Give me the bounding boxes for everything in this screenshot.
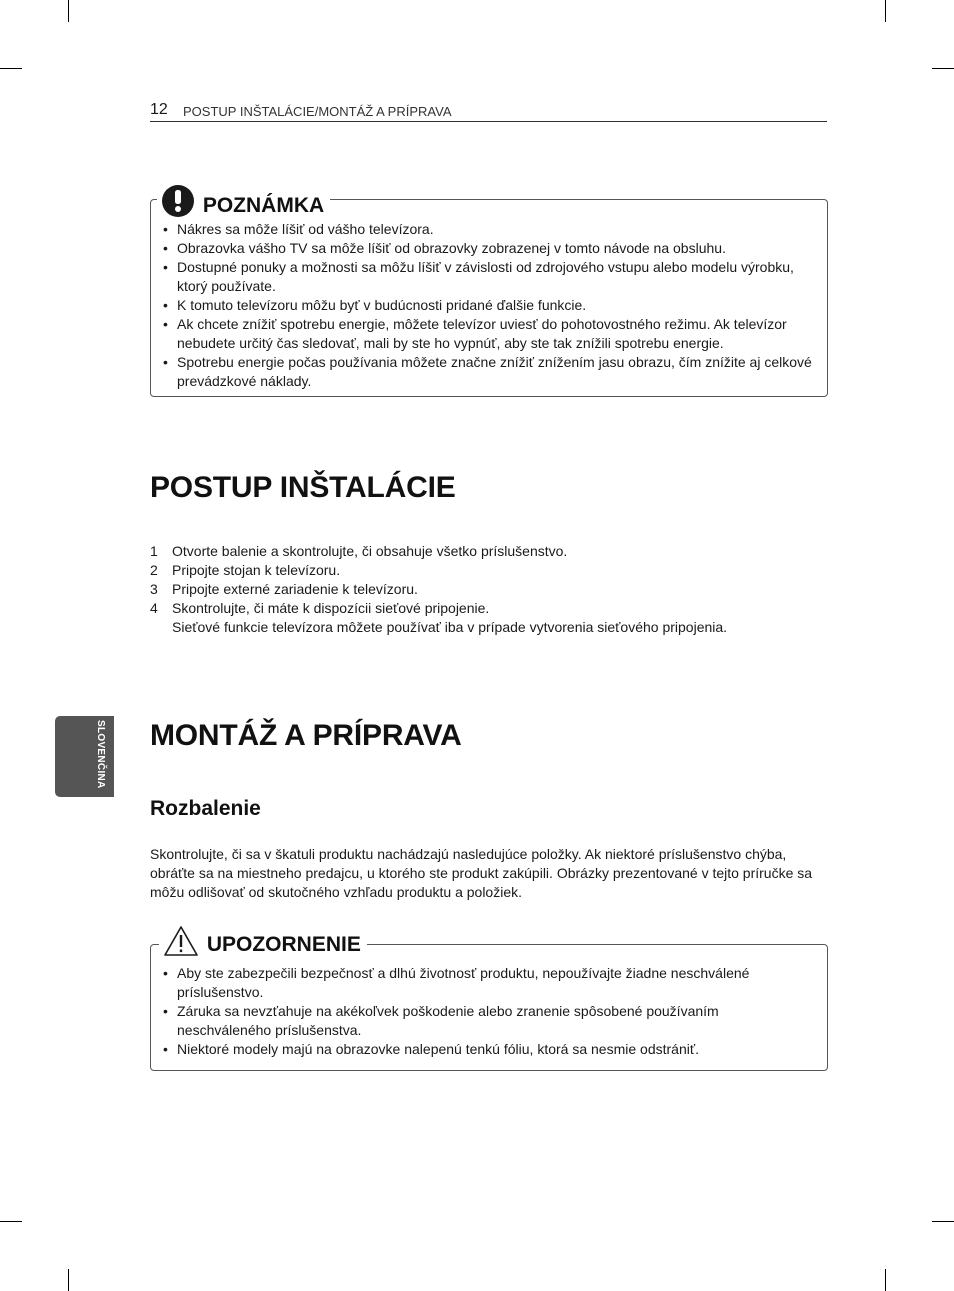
step-text: Otvorte balenie a skontrolujte, či obsahuje všetko príslušenstvo. (172, 543, 568, 559)
assembly-heading: MONTÁŽ A PRÍPRAVA (150, 719, 462, 752)
list-item (150, 542, 727, 561)
caution-box (150, 933, 828, 1071)
running-header (150, 101, 827, 122)
step-text: Skontrolujte, či máte k dispozícii sieťové pripojenie. (172, 600, 490, 616)
warning-triangle-icon (163, 925, 199, 957)
crop-mark (0, 68, 22, 69)
note-title: POZNÁMKA (202, 194, 325, 217)
caution-header (159, 925, 367, 957)
list-item (150, 580, 727, 599)
header-title: POSTUP INŠTALÁCIE/MONTÁŽ A PRÍPRAVA (183, 104, 452, 119)
list-item: • Obrazovka vášho TV sa môže líšiť od obrazovky zobrazenej v tomto návode na obsluhu. (151, 239, 813, 258)
crop-mark (932, 68, 954, 69)
list-item: • Niektoré modely majú na obrazovke nalepenú tenkú fóliu, ktorá sa nesmie odstrániť. (151, 1040, 791, 1059)
exclamation-circle-icon (161, 184, 195, 218)
language-tab (55, 716, 114, 797)
install-heading: POSTUP INŠTALÁCIE (150, 471, 456, 504)
note-box (150, 194, 828, 397)
list-item: • Spotrebu energie počas používania môžete značne znížiť znížením jasu obrazu, čím znížite aj celkové prevádzkové náklady. (151, 353, 813, 391)
step-text: Pripojte stojan k televízoru. (172, 562, 341, 578)
caution-title: UPOZORNENIE (206, 933, 361, 956)
crop-mark (932, 1221, 954, 1222)
step-number: 3 (150, 581, 158, 597)
step-subtext: Sieťové funkcie televízora môžete používať iba v prípade vytvorenia sieťového pripojenia. (172, 619, 728, 635)
unpacking-paragraph: Skontrolujte, či sa v škatuli produktu nachádzajú nasledujúce položky. Ak niektoré príslušenstvo chýba, obráťte sa na miestneho predajcu, u ktorého ste produkt zakúpili. Obrázky prezentované v tejto príručke sa môžu odlišovať od skutočného vzhľadu produktu a položiek. (150, 846, 813, 900)
list-item (150, 561, 727, 580)
page-number: 12 (150, 101, 168, 118)
list-item: • Ak chcete znížiť spotrebu energie, môžete televízor uviesť do pohotovostného režimu. Ak televízor nebudete určitý čas sledovať, mali by ste ho vypnúť, aby ste tak znížili spotrebu energie. (151, 315, 813, 353)
crop-mark (885, 1269, 886, 1291)
list-item (150, 599, 727, 637)
list-item: • Dostupné ponuky a možnosti sa môžu líšiť v závislosti od zdrojového vstupu alebo modelu výrobku, ktorý používate. (151, 258, 813, 296)
step-text: Pripojte externé zariadenie k televízoru. (172, 581, 418, 597)
crop-mark (68, 0, 69, 22)
language-label: SLOVENČINA (95, 720, 106, 789)
crop-mark (68, 1269, 69, 1291)
unpacking-heading: Rozbalenie (150, 797, 261, 820)
note-list (151, 220, 813, 391)
crop-mark (0, 1221, 22, 1222)
step-number: 2 (150, 562, 158, 578)
step-number: 4 (150, 600, 158, 616)
list-item: • Nákres sa môže líšiť od vášho televízora. (151, 220, 813, 239)
note-header (157, 184, 330, 218)
install-steps (150, 542, 727, 637)
caution-list (151, 964, 791, 1059)
list-item: • K tomuto televízoru môžu byť v budúcnosti pridané ďalšie funkcie. (151, 296, 813, 315)
list-item: • Záruka sa nevzťahuje na akékoľvek poškodenie alebo zranenie spôsobené používaním neschváleného príslušenstva. (151, 1002, 791, 1040)
list-item: • Aby ste zabezpečili bezpečnosť a dlhú životnosť produktu, nepoužívajte žiadne neschválené príslušenstvo. (151, 964, 791, 1002)
crop-mark (885, 0, 886, 22)
step-number: 1 (150, 543, 158, 559)
